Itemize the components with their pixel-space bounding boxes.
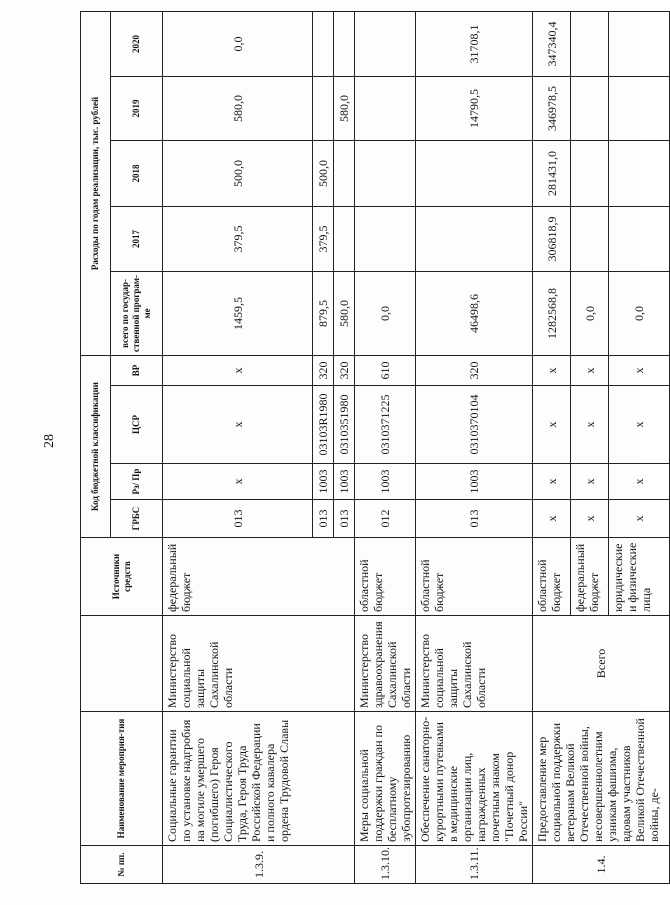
row-1-3-9-2017: 379,5	[163, 206, 313, 271]
row-1-4-1-2020: 347340,4	[533, 11, 571, 76]
row-1-4-1-rzpr: х	[533, 464, 571, 500]
rotated-table-block	[80, 12, 661, 884]
row-1-3-11-2017	[416, 206, 533, 271]
row-1-3-10-csr: 0310371225	[355, 386, 416, 464]
row-1-3-10-executor: Министерство здравоохранения Сахалинской области	[355, 616, 416, 712]
header-2018: 2018	[111, 140, 163, 206]
row-1-4-2-2019	[571, 76, 609, 140]
row-1-3-10-total: 0,0	[355, 271, 416, 355]
row-1-3-9a-2018: 500,0	[313, 140, 334, 206]
header-name: Наименование мероприя-тия	[81, 712, 163, 846]
header-csr: ЦСР	[111, 386, 163, 464]
row-1-3-11-vr: 320	[416, 355, 533, 385]
row-1-3-9-vr: х	[163, 355, 313, 385]
row-1-4-2-csr: х	[571, 386, 609, 464]
row-1-4-3-2017	[609, 206, 670, 271]
row-1-3-9a-csr: 03103R1980	[313, 386, 334, 464]
row-1-3-9a-2019	[313, 76, 334, 140]
header-no: № пп.	[81, 846, 163, 884]
row-1-4-1-csr: х	[533, 386, 571, 464]
row-1-3-11-2019: 14790,5	[416, 76, 533, 140]
row-1-3-9-source: федеральный бюджет	[163, 538, 355, 616]
row-1-3-10-2019	[355, 76, 416, 140]
row-1-4-3-2019	[609, 76, 670, 140]
row-1-3-11-csr: 0310370104	[416, 386, 533, 464]
row-1-3-9a-total: 879,5	[313, 271, 334, 355]
row-1-3-9b-rzpr: 1003	[334, 464, 355, 500]
header-2020: 2020	[111, 11, 163, 76]
row-1-3-10-grbs: 012	[355, 500, 416, 538]
row-1-3-9a-grbs: 013	[313, 500, 334, 538]
row-1-4-source-3: юридические и физические лица	[609, 538, 670, 616]
row-1-3-10-2017	[355, 206, 416, 271]
row-1-4-1-total: 1282568,8	[533, 271, 571, 355]
page-number: 28	[42, 434, 57, 448]
row-1-3-9a-2020	[313, 11, 334, 76]
row-1-3-11-no: 1.3.11.	[416, 846, 533, 884]
row-1-4-3-total: 0,0	[609, 271, 670, 355]
row-1-3-9-2019: 580,0	[163, 76, 313, 140]
row-1-3-10-2018	[355, 140, 416, 206]
row-1-3-9-executor: Министерство социальной защиты Сахалинской области	[163, 616, 355, 712]
row-1-3-11-source: областной бюджет	[416, 538, 533, 616]
row-1-4-1-grbs: х	[533, 500, 571, 538]
row-1-3-9b-2018	[334, 140, 355, 206]
row-1-4-3-2018	[609, 140, 670, 206]
row-1-4-3-csr: х	[609, 386, 670, 464]
row-1-3-9-grbs: 013	[163, 500, 313, 538]
header-rzpr: Рз/ Пр	[111, 464, 163, 500]
header-grbs: ГРБС	[111, 500, 163, 538]
row-1-4-executor: Всего	[533, 616, 670, 712]
row-1-3-10-rzpr: 1003	[355, 464, 416, 500]
row-1-4-2-total: 0,0	[571, 271, 609, 355]
row-1-4-3-rzpr: х	[609, 464, 670, 500]
row-1-3-9b-2020	[334, 11, 355, 76]
row-1-4-2-2018	[571, 140, 609, 206]
row-1-4-2-rzpr: х	[571, 464, 609, 500]
row-1-4-2-2020	[571, 11, 609, 76]
row-1-3-9-2020: 0,0	[163, 11, 313, 76]
header-2019: 2019	[111, 76, 163, 140]
row-1-3-10-name: Меры социальной поддержки граждан по бесплатному зубопротезированию	[355, 712, 416, 846]
row-1-3-9b-2019: 580,0	[334, 76, 355, 140]
header-source: Источники средств	[81, 538, 163, 616]
row-1-4-3-grbs: х	[609, 500, 670, 538]
row-1-3-9-2018: 500,0	[163, 140, 313, 206]
row-1-3-11-rzpr: 1003	[416, 464, 533, 500]
row-1-3-9b-csr: 0310351980	[334, 386, 355, 464]
row-1-3-11-executor: Министерство социальной защиты Сахалинской области	[416, 616, 533, 712]
row-1-4-3-vr: х	[609, 355, 670, 385]
row-1-3-10-source: областной бюджет	[355, 538, 416, 616]
row-1-3-9-csr: х	[163, 386, 313, 464]
row-1-4-1-2018: 281431,0	[533, 140, 571, 206]
row-1-3-9-name: Социальные гарантии по установке надгробия на могиле умершего (погибшего) Героя Социалистического Труда, Героя Труда Российской Федерации и полного кавалера ордена Трудовой Славы	[163, 712, 355, 846]
row-1-3-9b-vr: 320	[334, 355, 355, 385]
row-1-3-9-rzpr: х	[163, 464, 313, 500]
row-1-4-source-2: федеральный бюджет	[571, 538, 609, 616]
row-1-3-9b-2017	[334, 206, 355, 271]
row-1-4-name: Предоставление мер социальной поддержки ветеранам Великой Отечественной войны, несовершеннолетним узникам фашизма, вдовам участников Великой Отечественной войны, де-	[533, 712, 670, 846]
row-1-4-1-vr: х	[533, 355, 571, 385]
row-1-4-3-2020	[609, 11, 670, 76]
header-kbk: Код бюджетной классификации	[81, 355, 111, 537]
row-1-4-1-2017: 306818,9	[533, 206, 571, 271]
row-1-3-11-2020: 31708,1	[416, 11, 533, 76]
row-1-3-11-grbs: 013	[416, 500, 533, 538]
row-1-4-source-1: областной бюджет	[533, 538, 571, 616]
header-executor	[81, 616, 163, 712]
budget-table	[80, 11, 670, 884]
row-1-3-9a-2017: 379,5	[313, 206, 334, 271]
row-1-4-2-vr: х	[571, 355, 609, 385]
row-1-3-9-total: 1459,5	[163, 271, 313, 355]
header-2017: 2017	[111, 206, 163, 271]
row-1-3-9-no: 1.3.9.	[163, 846, 355, 884]
header-total: всего по государ-ственной програм-ме	[111, 271, 163, 355]
row-1-3-10-2020	[355, 11, 416, 76]
row-1-3-10-no: 1.3.10.	[355, 846, 416, 884]
row-1-3-9a-vr: 320	[313, 355, 334, 385]
row-1-4-2-grbs: х	[571, 500, 609, 538]
row-1-3-10-vr: 610	[355, 355, 416, 385]
row-1-3-9b-total: 580,0	[334, 271, 355, 355]
row-1-3-9a-rzpr: 1003	[313, 464, 334, 500]
row-1-3-11-2018	[416, 140, 533, 206]
row-1-3-11-total: 46498,6	[416, 271, 533, 355]
row-1-3-11-name: Обеспечение санаторно-курортными путевками в медицинские организации лиц, награжденных почетным знаком "Почетный донор России"	[416, 712, 533, 846]
row-1-4-no: 1.4.	[533, 846, 670, 884]
row-1-3-9b-grbs: 013	[334, 500, 355, 538]
header-vr: ВР	[111, 355, 163, 385]
row-1-4-1-2019: 346978,5	[533, 76, 571, 140]
header-expenses: Расходы по годам реализации, тыс. рублей	[81, 11, 111, 355]
row-1-4-2-2017	[571, 206, 609, 271]
